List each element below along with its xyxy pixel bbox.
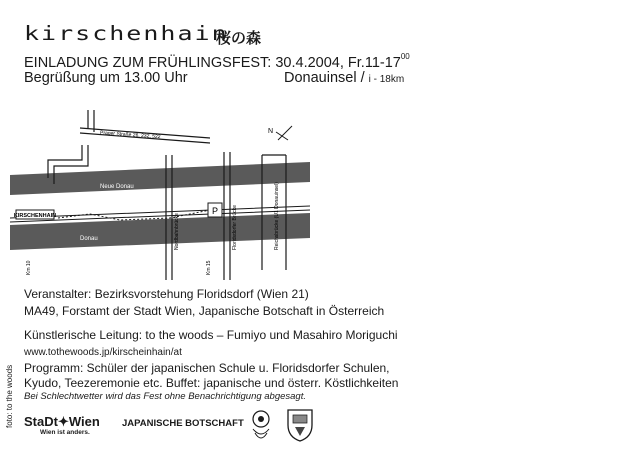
greeting-time: Begrüßung um 13.00 Uhr [24, 70, 188, 86]
location-line [284, 70, 404, 86]
prager-strasse-label: Prager Straße 26, 232, 522 [99, 130, 161, 141]
event-logo-title: kirschenhain [24, 22, 229, 45]
program-line-1: Programm: Schüler der japanischen Schule u. Floridsdorfer Schulen, [24, 361, 390, 375]
organizer-line-2: MA49, Forstamt der Stadt Wien, Japanische Botschaft in Österreich [24, 304, 385, 318]
floridsdorf-crest-icon [285, 407, 315, 443]
floridsdorfer-label: Floridsdorfer Brücke [232, 204, 238, 250]
bad-weather-notice: Bei Schlechtwetter wird das Fest ohne Benachrichtigung abgesagt. [24, 391, 306, 402]
invitation-text: EINLADUNG ZUM FRÜHLINGSFEST: 30.4.2004, Fr.11-17 [24, 54, 401, 71]
directions-map [10, 100, 310, 285]
location-name: Donauinsel / [284, 70, 369, 86]
parking-label: P [211, 206, 219, 216]
north-arrow-icon [268, 126, 292, 140]
neue-donau-label: Neue Donau [100, 184, 134, 190]
artistic-direction: Künstlerische Leitung: to the woods – Fumiyo und Masahiro Moriguchi [24, 328, 398, 342]
organizer-line-1: Veranstalter: Bezirksvorstehung Floridsdorf (Wien 21) [24, 287, 309, 301]
donau-label: Donau [80, 236, 98, 242]
website-link[interactable]: www.tothewoods.jp/kirscheinhain/at [24, 347, 182, 358]
stadt-wien-name: StaDt✦Wien [24, 414, 100, 429]
program-line-2: Kyudo, Teezeremonie etc. Buffet: japanische und österr. Köstlichkeiten [24, 376, 399, 390]
north-label: N [268, 128, 274, 135]
nordbahn-label: Nordbahnbrücke [174, 213, 180, 250]
japanese-embassy-label: JAPANISCHE BOTSCHAFT [122, 418, 244, 429]
event-title-japanese: 桜の森 [216, 29, 262, 47]
neue-donau-river [10, 162, 310, 195]
location-distance: i - 18km [368, 74, 405, 85]
km15-label: Km 15 [206, 260, 212, 275]
japanese-emblem-icon [249, 405, 273, 445]
reichsbruecke-label: Reichsbrücke (U1 Donauinsel) [274, 182, 280, 250]
stadt-wien-logo [24, 414, 100, 436]
invitation-line [24, 54, 410, 71]
photo-credit: foto: to the woods [5, 364, 14, 428]
km10-label: Km 10 [26, 260, 32, 275]
stadt-wien-slogan: Wien ist anders. [40, 429, 90, 436]
kirschenhain-label: KIRSCHENHAIN [13, 213, 57, 219]
invitation-time-superscript: 00 [400, 52, 410, 61]
